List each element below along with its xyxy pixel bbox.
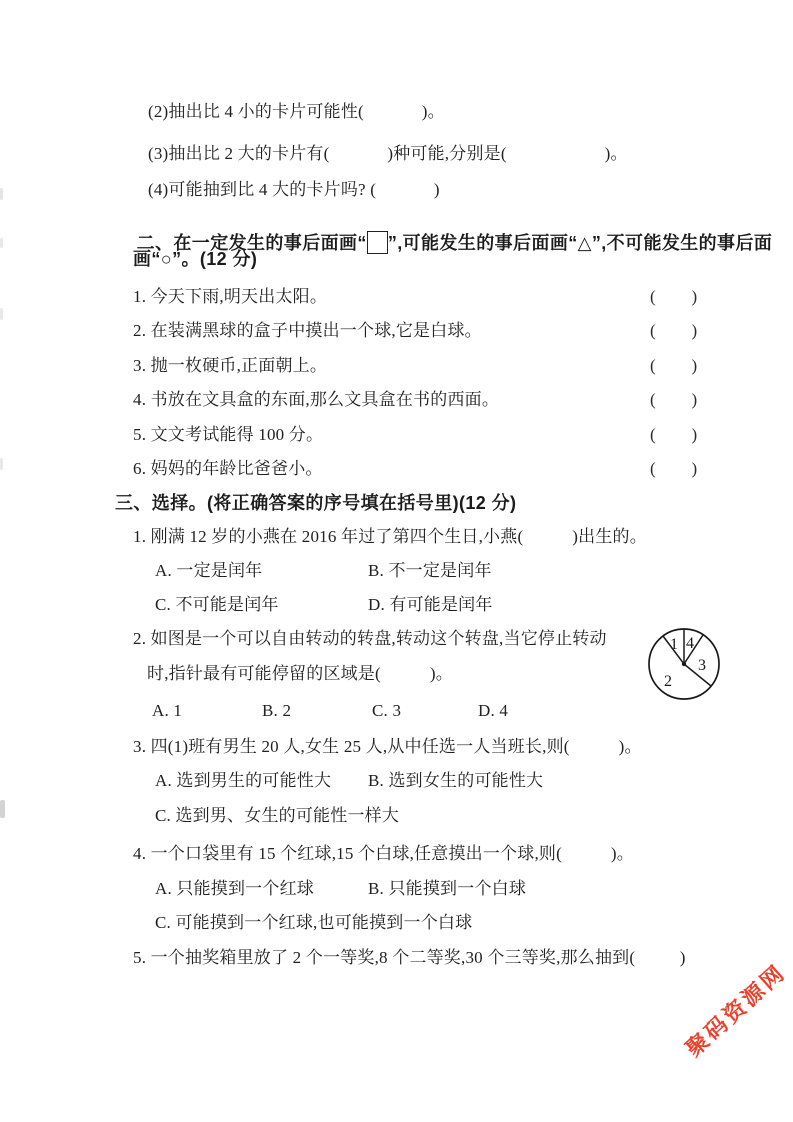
heading-text-before-box: 二、在一定发生的事后面画“	[136, 233, 367, 253]
choice-q3-option-b: B. 选到女生的可能性大	[368, 771, 544, 790]
choice-q1-option-a: A. 一定是闰年	[155, 561, 263, 580]
choice-q2-option-a: A. 1	[152, 701, 183, 720]
choice-q3-option-c: C. 选到男、女生的可能性一样大	[155, 806, 400, 825]
true-false-item-4: 4. 书放在文具盒的东面,那么文具盒在书的西面。	[133, 390, 500, 409]
true-false-item-5: 5. 文文考试能得 100 分。	[133, 425, 324, 444]
answer-paren-1: ( )	[650, 287, 698, 306]
choice-q2-text-line1: 2. 如图是一个可以自由转动的转盘,转动这个转盘,当它停止转动	[133, 629, 607, 648]
choice-q2-option-d: D. 4	[478, 701, 509, 720]
scan-artifact	[0, 238, 3, 248]
choice-q4-text: 4. 一个口袋里有 15 个红球,15 个白球,任意摸出一个球,则( )。	[133, 844, 634, 863]
true-false-item-3: 3. 抛一枚硬币,正面朝上。	[133, 356, 328, 375]
answer-paren-4: ( )	[650, 390, 698, 409]
spinner-region-2-label: 2	[664, 673, 672, 690]
choice-q1-option-b: B. 不一定是闰年	[368, 561, 492, 580]
choice-q1-text: 1. 刚满 12 岁的小燕在 2016 年过了第四个生日,小燕( )出生的。	[133, 527, 647, 546]
fill-in-item-4: (4)可能抽到比 4 大的卡片吗? ( )	[148, 180, 440, 199]
choice-q1-option-d: D. 有可能是闰年	[368, 595, 493, 614]
choice-q2-option-b: B. 2	[262, 701, 292, 720]
true-false-item-6: 6. 妈妈的年龄比爸爸小。	[133, 459, 323, 478]
scan-artifact	[0, 308, 3, 320]
answer-paren-5: ( )	[650, 425, 698, 444]
choice-q4-option-b: B. 只能摸到一个白球	[368, 879, 527, 898]
spinner-region-4-label: 4	[686, 635, 694, 652]
choice-q4-option-c: C. 可能摸到一个红球,也可能摸到一个白球	[155, 913, 473, 932]
section-two-heading-line2: 画“○”。(12 分)	[133, 249, 258, 269]
square-box-glyph	[367, 231, 388, 254]
answer-paren-2: ( )	[650, 321, 698, 340]
answer-paren-6: ( )	[650, 459, 698, 478]
answer-paren-3: ( )	[650, 356, 698, 375]
choice-q2-option-c: C. 3	[372, 701, 402, 720]
choice-q4-option-a: A. 只能摸到一个红球	[155, 879, 314, 898]
choice-q5-text: 5. 一个抽奖箱里放了 2 个一等奖,8 个二等奖,30 个三等奖,那么抽到( )	[133, 948, 686, 967]
true-false-item-2: 2. 在装满黑球的盒子中摸出一个球,它是白球。	[133, 321, 482, 340]
true-false-item-1: 1. 今天下雨,明天出太阳。	[133, 287, 328, 306]
spinner-wheel-diagram	[644, 624, 724, 704]
fill-in-item-2: (2)抽出比 4 小的卡片可能性( )。	[148, 102, 445, 121]
scan-artifact	[0, 188, 3, 200]
heading-text-after-box: ”,可能发生的事后面画“△”,不可能发生的事后面	[387, 233, 773, 253]
choice-q3-option-a: A. 选到男生的可能性大	[155, 771, 332, 790]
section-three-heading: 三、选择。(将正确答案的序号填在括号里)(12 分)	[115, 493, 517, 513]
scan-artifact	[0, 458, 3, 470]
fill-in-item-3: (3)抽出比 2 大的卡片有( )种可能,分别是( )。	[148, 144, 628, 163]
spinner-region-1-label: 1	[670, 636, 678, 653]
choice-q1-option-c: C. 不可能是闰年	[155, 595, 279, 614]
spinner-region-3-label: 3	[698, 657, 706, 674]
choice-q3-text: 3. 四(1)班有男生 20 人,女生 25 人,从中任选一人当班长,则( )。	[133, 737, 642, 756]
scan-artifact	[0, 800, 5, 818]
site-watermark: 聚码资源网	[680, 959, 791, 1062]
choice-q2-text-line2: 时,指针最有可能停留的区域是( )。	[147, 664, 453, 683]
